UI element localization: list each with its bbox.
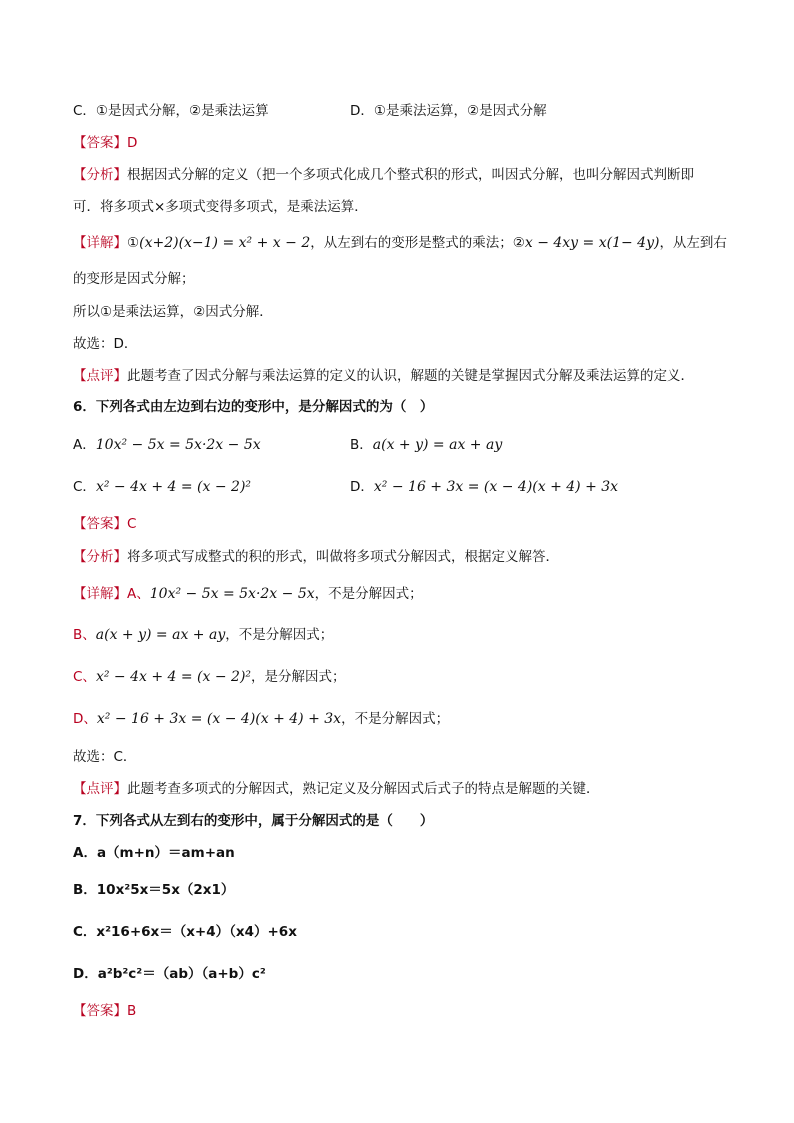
option-text: A．a（m+n）＝am+an (73, 845, 235, 861)
option-label: C． (73, 479, 96, 495)
q5-conclusion (73, 302, 273, 322)
q6-stem (73, 397, 433, 417)
detail-label: D、 (73, 711, 97, 727)
detail-formula-1: (x+2)(x−1) = x² + x − 2 (139, 235, 311, 251)
choose-text: 故选：C． (73, 749, 137, 765)
q6-detail-a (73, 584, 423, 604)
q7-option-b (73, 880, 234, 900)
q6-option-a (73, 435, 261, 455)
choose-text: 故选：D． (73, 336, 138, 352)
q6-option-b (350, 435, 502, 455)
comment-tag: 【点评】 (73, 781, 127, 797)
analysis-text: 根据因式分解的定义（把一个多项式化成几个整式积的形式，叫因式分解，也叫分解因式判断即 (127, 167, 694, 183)
q6-stem-text: 6．下列各式由左边到右边的变形中，是分解因式的为（ ） (73, 399, 434, 415)
q6-detail-c (73, 667, 346, 687)
answer-value: C (127, 516, 137, 532)
q6-detail-d (73, 709, 449, 729)
detail-text: ，不是分解因式； (314, 586, 423, 602)
q5-detail-line-2 (73, 269, 195, 289)
analysis-tag: 【分析】 (73, 549, 127, 565)
option-formula: a(x + y) = ax + ay (372, 437, 503, 453)
answer-value: B (127, 1003, 137, 1019)
option-text: D．a²b²c²＝（ab）（a+b）c² (73, 966, 266, 982)
q5-detail-line-1 (73, 233, 727, 253)
q5-answer (73, 133, 137, 153)
analysis-text: 将多项式写成整式的积的形式，叫做将多项式分解因式，根据定义解答． (127, 549, 559, 565)
comment-text: 此题考查多项式的分解因式，熟记定义及分解因式后式子的特点是解题的关键． (127, 781, 600, 797)
answer-tag: 【答案】 (73, 516, 127, 532)
detail-text: ① (127, 235, 140, 251)
conclusion-text: 所以①是乘法运算，②因式分解． (73, 304, 273, 320)
q5-analysis-line-2 (73, 197, 368, 217)
option-formula: 10x² − 5x = 5x·2x − 5x (95, 437, 261, 453)
q5-choose (73, 334, 137, 354)
q7-stem-text: 7．下列各式从左到右的变形中，属于分解因式的是（ ） (73, 813, 434, 829)
option-formula: x² − 4x + 4 = (x − 2)² (95, 479, 252, 495)
detail-formula: x² − 16 + 3x = (x − 4)(x + 4) + 3x (96, 711, 342, 727)
detail-formula-2: x − 4xy = x(1− 4y) (524, 235, 660, 251)
q6-detail-b (73, 625, 333, 645)
q6-choose (73, 747, 136, 767)
q6-analysis (73, 547, 559, 567)
option-label: D． (350, 479, 374, 495)
q5-option-d-text: D．①是乘法运算，②是因式分解 (350, 103, 547, 119)
comment-tag: 【点评】 (73, 368, 127, 384)
q5-comment (73, 366, 694, 386)
option-formula: x² − 16 + 3x = (x − 4)(x + 4) + 3x (373, 479, 619, 495)
q6-option-d (350, 477, 618, 497)
analysis-text: 可．将多项式×多项式变得多项式，是乘法运算． (73, 199, 368, 215)
detail-text: ，是分解因式； (251, 669, 346, 685)
q5-option-c (73, 101, 269, 121)
q7-stem (73, 811, 433, 831)
answer-tag: 【答案】 (73, 135, 127, 151)
option-text: C．x²16+6x＝（x+4）（x4）+6x (73, 924, 297, 940)
detail-text: 的变形是因式分解； (73, 271, 195, 287)
detail-tag: 【详解】 (73, 235, 127, 251)
detail-text: ，从左到右的变形是整式的乘法；② (310, 235, 525, 251)
detail-label: C、 (73, 669, 96, 685)
q7-answer (73, 1001, 136, 1021)
comment-text: 此题考查了因式分解与乘法运算的定义的认识，解题的关键是掌握因式分解及乘法运算的定义． (127, 368, 694, 384)
q6-answer (73, 514, 136, 534)
option-text: B．10x²5x＝5x（2x1） (73, 882, 235, 898)
q7-option-a (73, 843, 235, 863)
detail-formula: a(x + y) = ax + ay (95, 627, 226, 643)
option-label: B． (350, 437, 373, 453)
answer-value: D (127, 135, 138, 151)
q7-option-c (73, 922, 297, 942)
analysis-tag: 【分析】 (73, 167, 127, 183)
detail-formula: 10x² − 5x = 5x·2x − 5x (149, 586, 315, 602)
q5-option-d (350, 101, 547, 121)
detail-text: ，从左到右 (659, 235, 727, 251)
detail-label: B、 (73, 627, 96, 643)
q6-option-c (73, 477, 251, 497)
detail-formula: x² − 4x + 4 = (x − 2)² (95, 669, 252, 685)
detail-text: ，不是分解因式； (225, 627, 334, 643)
q5-analysis-line-1 (73, 165, 694, 185)
detail-tag: 【详解】 (73, 586, 127, 602)
q7-option-d (73, 964, 266, 984)
option-label: A． (73, 437, 96, 453)
q5-option-c-text: C．①是因式分解，②是乘法运算 (73, 103, 269, 119)
detail-text: ，不是分解因式； (341, 711, 450, 727)
detail-label: A、 (127, 586, 150, 602)
q6-comment (73, 779, 600, 799)
answer-tag: 【答案】 (73, 1003, 127, 1019)
